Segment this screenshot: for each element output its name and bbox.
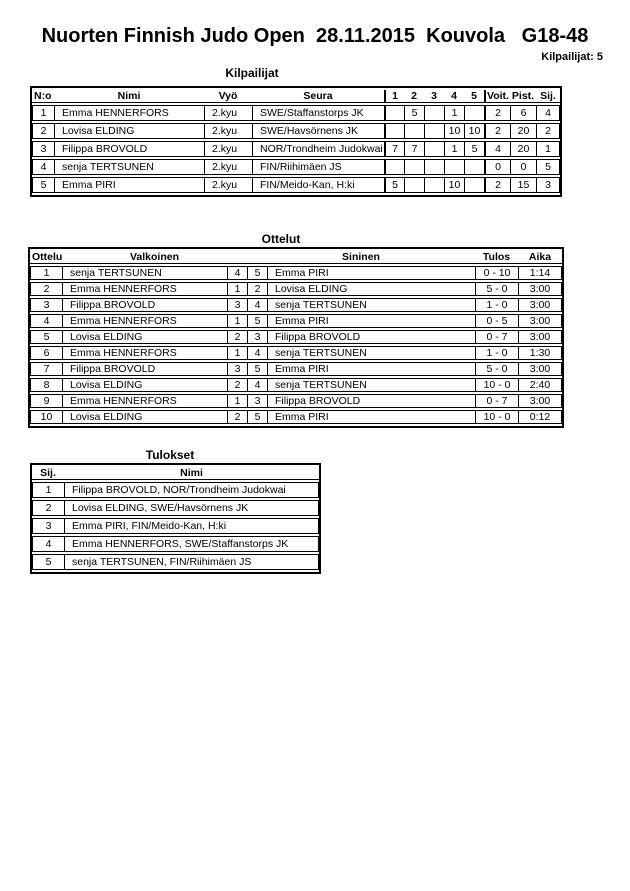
cell-score — [424, 105, 444, 121]
cell-time: 0:12 — [518, 410, 562, 424]
cell-club: SWE/Havsörnens JK — [252, 123, 384, 139]
cell-match-no: 9 — [30, 394, 62, 408]
column-header: Sininen — [247, 251, 475, 264]
cell-no: 2 — [32, 123, 54, 139]
cell-blue-number: 2 — [247, 282, 267, 296]
cell-no: 5 — [32, 177, 54, 193]
cell-belt: 2.kyu — [204, 105, 252, 121]
cell-time: 3:00 — [518, 298, 562, 312]
column-header: 1 — [384, 90, 404, 103]
cell-no: 3 — [32, 141, 54, 157]
cell-blue-number: 4 — [247, 378, 267, 392]
cell-score — [464, 105, 484, 121]
column-header: Valkoinen — [62, 251, 247, 264]
column-header: N:o — [32, 90, 54, 103]
cell-blue-name: Emma PIRI — [267, 410, 475, 424]
cell-result: 0 - 5 — [475, 314, 518, 328]
table-row — [32, 482, 319, 498]
cell-score — [464, 177, 484, 193]
cell-match-no: 8 — [30, 378, 62, 392]
cell-white-number: 3 — [227, 362, 247, 376]
cell-match-no: 4 — [30, 314, 62, 328]
cell-score: 1 — [444, 141, 464, 157]
cell-result: 1 - 0 — [475, 298, 518, 312]
header-row — [30, 251, 562, 264]
table-row — [32, 159, 560, 175]
competitors-caption: Kilpailijat — [225, 66, 279, 80]
cell-time: 1:30 — [518, 346, 562, 360]
competitors-table — [30, 86, 562, 197]
matches-table — [28, 247, 564, 428]
column-header: Sij. — [32, 467, 64, 480]
column-header: Aika — [518, 251, 562, 264]
table-row — [32, 518, 319, 534]
cell-white-name: Emma HENNERFORS — [62, 282, 227, 296]
cell-score: 5 — [384, 177, 404, 193]
cell-place: 1 — [32, 482, 64, 498]
cell-result: 10 - 0 — [475, 410, 518, 424]
cell-club: FIN/Riihimäen JS — [252, 159, 384, 175]
cell-blue-number: 4 — [247, 298, 267, 312]
cell-name: Lovisa ELDING, SWE/Havsörnens JK — [64, 500, 319, 516]
cell-place: 4 — [32, 536, 64, 552]
cell-blue-number: 5 — [247, 314, 267, 328]
cell-blue-number: 4 — [247, 346, 267, 360]
cell-blue-number: 3 — [247, 330, 267, 344]
cell-white-name: Lovisa ELDING — [62, 410, 227, 424]
cell-score: 1 — [444, 105, 464, 121]
cell-name: senja TERTSUNEN, FIN/Riihimäen JS — [64, 554, 319, 570]
cell-score — [404, 123, 424, 139]
cell-score — [424, 159, 444, 175]
cell-score — [464, 159, 484, 175]
cell-place: 5 — [32, 554, 64, 570]
cell-time: 3:00 — [518, 330, 562, 344]
cell-blue-name: Emma PIRI — [267, 362, 475, 376]
column-header: Nimi — [64, 467, 319, 480]
cell-blue-name: senja TERTSUNEN — [267, 378, 475, 392]
results-caption: Tulokset — [145, 448, 195, 462]
table-row — [30, 410, 562, 424]
cell-points: 6 — [510, 105, 536, 121]
cell-blue-name: senja TERTSUNEN — [267, 346, 475, 360]
cell-match-no: 7 — [30, 362, 62, 376]
table-row — [32, 177, 560, 193]
cell-points: 0 — [510, 159, 536, 175]
cell-blue-name: Emma PIRI — [267, 314, 475, 328]
table-row — [30, 394, 562, 408]
cell-blue-number: 5 — [247, 410, 267, 424]
column-header: 5 — [464, 90, 484, 103]
cell-name: Filippa BROVOLD, NOR/Trondheim Judokwai — [64, 482, 319, 498]
cell-match-no: 5 — [30, 330, 62, 344]
cell-score — [444, 159, 464, 175]
cell-blue-name: Emma PIRI — [267, 266, 475, 280]
cell-name: Emma PIRI, FIN/Meido-Kan, H:ki — [64, 518, 319, 534]
cell-white-number: 2 — [227, 378, 247, 392]
cell-place: 5 — [536, 159, 560, 175]
cell-time: 2:40 — [518, 378, 562, 392]
table-row — [30, 266, 562, 280]
cell-club: FIN/Meido-Kan, H:ki — [252, 177, 384, 193]
cell-blue-number: 3 — [247, 394, 267, 408]
cell-place: 1 — [536, 141, 560, 157]
cell-result: 5 - 0 — [475, 282, 518, 296]
cell-wins: 2 — [484, 123, 510, 139]
column-header: Pist. — [511, 90, 535, 102]
cell-place: 2 — [536, 123, 560, 139]
cell-match-no: 10 — [30, 410, 62, 424]
cell-blue-number: 5 — [247, 266, 267, 280]
column-header: 3 — [424, 90, 444, 103]
cell-white-name: Emma HENNERFORS — [62, 314, 227, 328]
table-row — [30, 298, 562, 312]
cell-white-number: 4 — [227, 266, 247, 280]
cell-score: 7 — [404, 141, 424, 157]
cell-points: 20 — [510, 123, 536, 139]
cell-white-number: 2 — [227, 330, 247, 344]
cell-score: 5 — [464, 141, 484, 157]
column-header: Nimi — [54, 90, 204, 103]
cell-name: Emma HENNERFORS, SWE/Staffanstorps JK — [64, 536, 319, 552]
table-row — [30, 378, 562, 392]
cell-score — [384, 123, 404, 139]
cell-result: 5 - 0 — [475, 362, 518, 376]
cell-blue-name: Filippa BROVOLD — [267, 330, 475, 344]
cell-white-name: Emma HENNERFORS — [62, 394, 227, 408]
cell-place: 3 — [32, 518, 64, 534]
cell-club: SWE/Staffanstorps JK — [252, 105, 384, 121]
table-row — [32, 554, 319, 570]
cell-blue-name: senja TERTSUNEN — [267, 298, 475, 312]
cell-wins: 2 — [484, 177, 510, 193]
cell-score — [404, 159, 424, 175]
cell-belt: 2.kyu — [204, 159, 252, 175]
column-header: Voit. — [484, 90, 510, 103]
cell-score — [404, 177, 424, 193]
column-header: Tulos — [475, 251, 518, 264]
cell-wins: 4 — [484, 141, 510, 157]
cell-match-no: 6 — [30, 346, 62, 360]
cell-points: 20 — [510, 141, 536, 157]
cell-club: NOR/Trondheim Judokwai — [252, 141, 384, 157]
cell-belt: 2.kyu — [204, 123, 252, 139]
column-header: Sij. — [536, 90, 560, 103]
cell-match-no: 2 — [30, 282, 62, 296]
cell-score: 10 — [444, 177, 464, 193]
column-header: 4 — [444, 90, 464, 103]
cell-white-name: Emma HENNERFORS — [62, 346, 227, 360]
table-row — [32, 536, 319, 552]
cell-white-name: Lovisa ELDING — [62, 378, 227, 392]
cell-belt: 2.kyu — [204, 141, 252, 157]
table-row — [30, 330, 562, 344]
cell-no: 1 — [32, 105, 54, 121]
cell-result: 1 - 0 — [475, 346, 518, 360]
cell-score: 10 — [464, 123, 484, 139]
cell-result: 0 - 10 — [475, 266, 518, 280]
cell-name: Emma HENNERFORS — [54, 105, 204, 121]
cell-score — [384, 105, 404, 121]
table-row — [30, 282, 562, 296]
cell-time: 3:00 — [518, 282, 562, 296]
cell-no: 4 — [32, 159, 54, 175]
table-row — [32, 123, 560, 139]
results-table — [30, 463, 321, 574]
cell-result: 0 - 7 — [475, 330, 518, 344]
event-title: Nuorten Finnish Judo Open 28.11.2015 Kouvola G18-48 — [41, 25, 589, 47]
cell-place: 3 — [536, 177, 560, 193]
table-row — [30, 314, 562, 328]
cell-result: 0 - 7 — [475, 394, 518, 408]
cell-score — [424, 177, 444, 193]
cell-match-no: 3 — [30, 298, 62, 312]
cell-name: Emma PIRI — [54, 177, 204, 193]
cell-name: senja TERTSUNEN — [54, 159, 204, 175]
table-row — [32, 105, 560, 121]
cell-points: 15 — [510, 177, 536, 193]
cell-white-name: Filippa BROVOLD — [62, 362, 227, 376]
matches-caption: Ottelut — [261, 232, 301, 246]
cell-blue-number: 5 — [247, 362, 267, 376]
cell-score: 10 — [444, 123, 464, 139]
table-row — [30, 346, 562, 360]
cell-white-number: 3 — [227, 298, 247, 312]
column-header: Seura — [252, 90, 384, 103]
cell-score — [424, 141, 444, 157]
table-row — [32, 141, 560, 157]
cell-score — [384, 159, 404, 175]
table-row — [30, 362, 562, 376]
cell-white-name: senja TERTSUNEN — [62, 266, 227, 280]
header-row — [32, 467, 319, 480]
cell-time: 3:00 — [518, 362, 562, 376]
cell-blue-name: Filippa BROVOLD — [267, 394, 475, 408]
cell-wins: 0 — [484, 159, 510, 175]
cell-score — [424, 123, 444, 139]
cell-score: 5 — [404, 105, 424, 121]
cell-score: 7 — [384, 141, 404, 157]
cell-time: 3:00 — [518, 314, 562, 328]
cell-belt: 2.kyu — [204, 177, 252, 193]
cell-result: 10 - 0 — [475, 378, 518, 392]
cell-white-name: Lovisa ELDING — [62, 330, 227, 344]
table-row — [32, 500, 319, 516]
cell-white-number: 1 — [227, 394, 247, 408]
cell-white-name: Filippa BROVOLD — [62, 298, 227, 312]
cell-blue-name: Lovisa ELDING — [267, 282, 475, 296]
header-row — [32, 90, 560, 103]
cell-white-number: 2 — [227, 410, 247, 424]
competitor-count: Kilpailijat: 5 — [541, 51, 603, 63]
cell-place: 2 — [32, 500, 64, 516]
cell-white-number: 1 — [227, 314, 247, 328]
cell-wins: 2 — [484, 105, 510, 121]
cell-white-number: 1 — [227, 346, 247, 360]
column-header: 2 — [404, 90, 424, 103]
cell-name: Filippa BROVOLD — [54, 141, 204, 157]
column-header: Vyö — [204, 90, 252, 103]
column-header: Ottelu — [32, 251, 62, 263]
cell-time: 3:00 — [518, 394, 562, 408]
cell-match-no: 1 — [30, 266, 62, 280]
cell-place: 4 — [536, 105, 560, 121]
cell-white-number: 1 — [227, 282, 247, 296]
cell-time: 1:14 — [518, 266, 562, 280]
cell-name: Lovisa ELDING — [54, 123, 204, 139]
